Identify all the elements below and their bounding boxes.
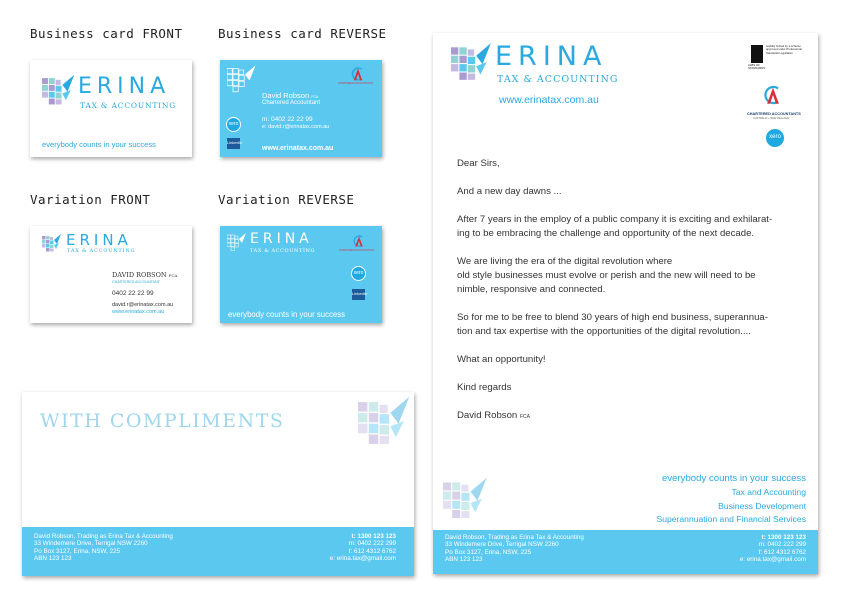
chartered-accountants-logo-icon: [352, 234, 366, 248]
contact-email: david.r@erinatax.com.au: [112, 302, 174, 308]
footer-line: Po Box 3127, Erina, NSW, 225: [34, 547, 121, 555]
mobile-label: m:: [262, 116, 270, 123]
footer-fax: f: 612 4312 6762: [758, 548, 806, 556]
footer-line: ABN 123 123: [34, 555, 72, 563]
contact-postnom: FCA: [168, 273, 178, 278]
ca-subtitle: AUSTRALIA + NEW ZEALAND: [753, 117, 789, 120]
footer-phone: t: 1300 123 123: [351, 533, 396, 540]
footer-line: David Robson, Trading as Erina Tax & Accounting: [445, 534, 584, 541]
footer-line: David Robson, Trading as Erina Tax & Accounting: [34, 533, 173, 540]
contact-mobile: 0402 22 22 99: [112, 290, 154, 297]
compliments-title: WITH COMPLIMENTS: [40, 410, 285, 432]
paragraph: And a new day dawns ...: [457, 186, 562, 197]
label-variation-front: Variation FRONT: [30, 192, 151, 207]
website: www.erinatax.com.au: [262, 145, 334, 152]
letter-website: www.erinatax.com.au: [499, 94, 599, 106]
brand-name: ERINA: [250, 231, 313, 247]
service-item: Superannuation and Financial Services: [656, 514, 806, 524]
label-variation-reverse: Variation REVERSE: [218, 192, 355, 207]
ca-name: CHARTERED ACCOUNTANTS: [338, 82, 373, 85]
letter-body: [457, 157, 797, 424]
service-item: Business Development: [718, 500, 806, 511]
brand-name: ERINA: [66, 231, 132, 249]
label-business-card-reverse: Business card REVERSE: [218, 26, 387, 41]
mosaic-logo-icon: [42, 74, 76, 106]
chartered-accountants-logo-icon: [350, 66, 366, 82]
brand-subtitle: TAX & ACCOUNTING: [497, 74, 619, 85]
linkedin-icon[interactable]: LinkedIn: [352, 289, 365, 300]
footer-phone: t: 1300 123 123: [761, 534, 806, 541]
xero-badge-icon: xero: [226, 117, 241, 132]
mosaic-outline-icon: [227, 233, 247, 251]
variation-card-front: [30, 226, 192, 323]
contact-postnom: FCA: [311, 95, 319, 99]
footer-line: ABN 123 123: [445, 556, 483, 564]
paragraph: After 7 years in the employ of a public company it is exciting and exhilarat- ing to be embracing the challenge and opportunity of the next decade.: [457, 214, 773, 239]
paragraph: So for me to be free to blend 30 years of high end business, superannua- tion and tax expertise with the opportunities of the digital revolution....: [457, 312, 768, 337]
footer-email: e: erina.tax@gmail.com: [329, 555, 396, 563]
brand-name: ERINA: [495, 41, 608, 72]
mosaic-logo-icon: [451, 43, 493, 81]
service-item: Tax and Accounting: [731, 487, 806, 497]
business-card-reverse: [220, 60, 382, 157]
contact-title: Chartered Accountant: [262, 100, 321, 106]
contact-name-text: DAVID ROBSON: [112, 271, 167, 279]
compliments-footer: [22, 527, 414, 576]
tagline: everybody counts in your success: [42, 140, 156, 149]
brand-name: ERINA: [78, 74, 171, 99]
scheme-text: Liability limited by a scheme approved under Professional Standards Legislation: [766, 44, 802, 55]
contact-name-text: David Robson: [262, 91, 310, 100]
greeting: Dear Sirs,: [457, 158, 500, 169]
brand-subtitle: TAX & ACCOUNTING: [80, 101, 177, 110]
contact-email: [262, 124, 329, 130]
compliments-slip: [22, 392, 414, 576]
contact-name: [262, 91, 318, 100]
chartered-accountants-logo-icon: [762, 84, 784, 106]
signoff-name: David Robson: [457, 410, 518, 421]
footer-address: [445, 534, 584, 564]
signoff-postnom: FCA: [519, 414, 530, 420]
contact-mobile: [262, 116, 313, 123]
services-tagline: everybody counts in your success: [662, 473, 806, 484]
business-card-front: [30, 60, 192, 157]
paragraph: We are living the era of the digital revolution where old style businesses must evolve or perish and the new will need to be nimble, responsive and connected.: [457, 256, 756, 295]
website: www.erinatax.com.au: [112, 309, 165, 315]
label-business-card-front: Business card FRONT: [30, 26, 183, 41]
tagline: everybody counts in your success: [228, 310, 346, 319]
footer-line: Po Box 3127, Erina, NSW, 225: [445, 548, 532, 556]
paragraph: What an opportunity!: [457, 354, 546, 365]
ca-name: CHARTERED ACCOUNTANTS: [747, 112, 801, 116]
footer-address: [34, 533, 173, 563]
footer-line: 33 Windemere Drive, Terrigal NSW 2260: [445, 541, 559, 549]
mosaic-outline-icon: [227, 65, 257, 93]
mobile-value: 0402 22 22 99: [271, 116, 313, 123]
signoff: [457, 409, 797, 424]
email-value: david.r@erinatax.com.au: [268, 124, 330, 130]
footer-fax: f: 612 4312 6762: [348, 547, 396, 555]
contact-name-caps: [112, 271, 177, 279]
standards-scheme-icon: [751, 45, 763, 63]
xero-badge-icon: xero: [351, 266, 366, 281]
email-label: e:: [262, 124, 267, 130]
ca-name: CHARTERED ACCOUNTANTS: [339, 249, 374, 252]
brand-subtitle: TAX & ACCOUNTING: [250, 248, 316, 254]
scheme-caption: ALBS OF STANDARDS: [748, 63, 766, 71]
linkedin-icon[interactable]: LinkedIn: [227, 138, 240, 149]
letterhead: [433, 33, 818, 574]
mosaic-logo-icon: [42, 234, 62, 252]
mosaic-watermark-icon: [358, 396, 412, 446]
footer-contacts: [330, 533, 396, 563]
footer-mobile: m: 0402 222 299: [348, 540, 396, 548]
contact-title-caps: CHARTERED ACCOUNTANT: [112, 280, 160, 284]
letterhead-footer: [433, 530, 818, 574]
xero-badge-icon: xero: [765, 128, 785, 148]
footer-contacts: [740, 534, 806, 564]
footer-mobile: m: 0402 222 299: [758, 541, 806, 549]
mosaic-watermark-icon: [443, 477, 489, 520]
brand-subtitle: TAX & ACCOUNTING: [67, 248, 136, 254]
services-list: [656, 486, 806, 527]
footer-line: 33 Windemere Drive, Terrigal NSW 2260: [34, 540, 148, 548]
variation-card-reverse: [220, 226, 382, 323]
paragraph: Kind regards: [457, 382, 512, 393]
footer-email: e: erina.tax@gmail.com: [739, 556, 806, 564]
